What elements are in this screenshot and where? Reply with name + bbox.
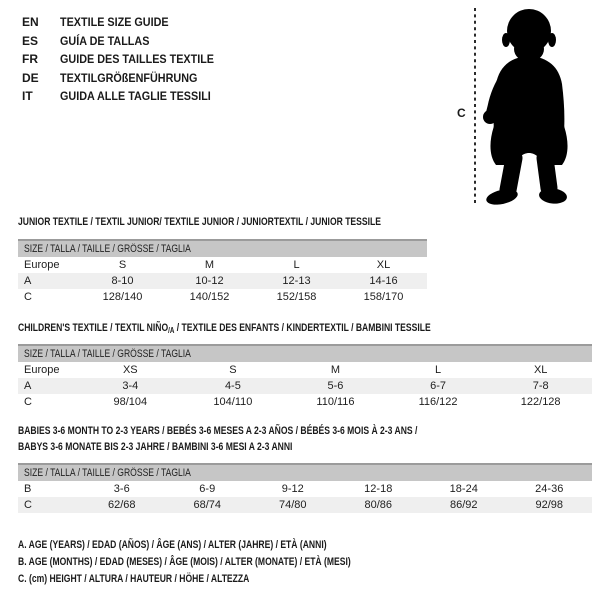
value-cell: 8-10: [111, 275, 134, 287]
row-label-cell: Europe: [24, 259, 60, 271]
value-cell: 5-6: [327, 380, 344, 392]
footnote-c-text: C. (cm) HEIGHT / ALTURA / HAUTEUR / HÖHE / ALTEZZA: [18, 573, 250, 586]
value-cell: 9-12: [281, 483, 304, 495]
language-row-it: [22, 87, 231, 106]
children-table-title: [18, 321, 547, 339]
junior-table-title: [18, 215, 483, 231]
footnote-a-text: A. AGE (YEARS) / EDAD (AÑOS) / ÂGE (ANS) / ALTER (JAHRE) / ETÀ (ANNI): [18, 539, 327, 551]
language-code: DE: [22, 70, 39, 85]
language-row-fr: [22, 50, 231, 69]
junior-size-table: [18, 239, 427, 305]
value-cell: S: [229, 364, 237, 376]
table-row: [18, 481, 592, 497]
value-cell: 104/110: [213, 396, 253, 408]
language-title: GUIDA ALLE TAGLIE TESSILI: [60, 89, 211, 103]
size-header-text: SIZE / TALLA / TAILLE / GRÖSSE / TAGLIA: [24, 348, 191, 360]
value-cell: M: [204, 259, 215, 271]
value-cell: 62/68: [107, 499, 136, 511]
children-title-post: / TEXTILE DES ENFANTS / KINDERTEXTIL / BAMBINI TESSILE: [174, 322, 431, 334]
junior-table-title-text: JUNIOR TEXTILE / TEXTIL JUNIOR/ TEXTILE JUNIOR / JUNIORTEXTIL / JUNIOR TESSILE: [18, 216, 381, 228]
value-cell: 68/74: [193, 499, 222, 511]
value-cell: 152/158: [276, 291, 317, 303]
junior-table-body: [18, 257, 427, 305]
language-row-de: [22, 69, 231, 88]
value-cell: 98/104: [113, 396, 148, 408]
value-cell: 7-8: [532, 380, 549, 392]
value-cell: 18-24: [449, 483, 478, 495]
value-cell: XL: [533, 364, 548, 376]
table-row: [18, 362, 592, 378]
children-size-table: [18, 344, 592, 410]
value-cell: 14-16: [369, 275, 398, 287]
footnote-c: [18, 571, 445, 588]
row-label-cell: C: [24, 499, 32, 511]
language-title: GUIDE DES TAILLES TEXTILE: [60, 52, 215, 66]
value-cell: L: [293, 259, 300, 271]
babies-table-title: [18, 424, 530, 455]
table-row: [18, 257, 427, 273]
value-cell: 80/86: [364, 499, 393, 511]
children-table-body: [18, 362, 592, 410]
value-cell: 12-18: [364, 483, 393, 495]
size-header-band: [18, 465, 592, 481]
language-code: ES: [22, 33, 39, 48]
row-label-cell: A: [24, 380, 32, 392]
language-title: TEXTILE SIZE GUIDE: [60, 15, 169, 29]
value-cell: 110/116: [316, 396, 355, 408]
value-cell: S: [118, 259, 127, 271]
children-title-pre: CHILDREN'S TEXTILE / TEXTIL NIÑO: [18, 322, 169, 334]
babies-table-title-line1: BABIES 3-6 MONTH TO 2-3 YEARS / BEBÉS 3-6 MESES A 2-3 AÑOS / BÉBÉS 3-6 MOIS À 2-3 ANS /: [18, 425, 418, 437]
size-header-band: [18, 241, 427, 257]
table-row: [18, 378, 592, 394]
row-label-cell: C: [24, 291, 32, 303]
value-cell: 74/80: [278, 499, 307, 511]
table-row: [18, 273, 427, 289]
value-cell: 86/92: [449, 499, 478, 511]
size-header-band: [18, 346, 592, 362]
value-cell: 24-36: [535, 483, 564, 495]
row-label-cell: Europe: [24, 364, 60, 376]
size-header-text: SIZE / TALLA / TAILLE / GRÖSSE / TAGLIA: [24, 467, 191, 479]
size-header-text: SIZE / TALLA / TAILLE / GRÖSSE / TAGLIA: [24, 243, 191, 255]
value-cell: 122/128: [520, 396, 561, 408]
baby-silhouette: [483, 9, 568, 207]
value-cell: 158/170: [363, 291, 404, 303]
value-cell: 116/122: [418, 396, 458, 408]
row-label-cell: C: [24, 396, 32, 408]
babies-table-body: [18, 481, 592, 513]
language-title: GUÍA DE TALLAS: [60, 33, 150, 48]
language-title: TEXTILGRÖßENFÜHRUNG: [60, 70, 198, 85]
value-cell: 6-7: [430, 380, 447, 392]
table-row: [18, 394, 592, 410]
value-cell: 4-5: [224, 380, 241, 392]
language-title-list: [22, 13, 231, 106]
language-row-es: [22, 32, 231, 51]
footnote-a: [18, 537, 445, 554]
language-row-en: [22, 13, 231, 32]
language-code: IT: [22, 89, 33, 103]
row-label-cell: A: [24, 275, 32, 287]
value-cell: 10-12: [195, 275, 224, 287]
table-row: [18, 497, 592, 513]
baby-silhouette-figure: [450, 0, 595, 212]
children-title-subscript: /A: [168, 326, 175, 335]
value-cell: 3-6: [113, 483, 130, 495]
footnote-b-text: B. AGE (MONTHS) / EDAD (MESES) / ÂGE (MOIS) / ALTER (MONATE) / ETÀ (MESI): [18, 556, 351, 569]
value-cell: M: [330, 364, 341, 376]
language-code: FR: [22, 52, 38, 66]
value-cell: 6-9: [199, 483, 216, 495]
row-label-cell: B: [24, 483, 32, 495]
babies-table-title-line2: BABYS 3-6 MONATE BIS 2-3 JAHRE / BAMBINI 3-6 MESI A 2-3 ANNI: [18, 440, 293, 453]
babies-size-table: [18, 463, 592, 513]
value-cell: XL: [376, 259, 391, 271]
value-cell: 128/140: [102, 291, 143, 303]
footnotes: [18, 537, 445, 589]
value-cell: L: [435, 364, 442, 376]
language-code: EN: [22, 15, 39, 29]
value-cell: 3-4: [122, 380, 139, 392]
value-cell: XS: [122, 364, 138, 376]
value-cell: 92/98: [535, 499, 564, 511]
table-row: [18, 289, 427, 305]
value-cell: 12-13: [282, 275, 311, 287]
footnote-b: [18, 554, 445, 571]
height-measure-label: C: [457, 106, 466, 120]
children-table-title-text: [18, 321, 431, 339]
value-cell: 140/152: [189, 291, 230, 303]
